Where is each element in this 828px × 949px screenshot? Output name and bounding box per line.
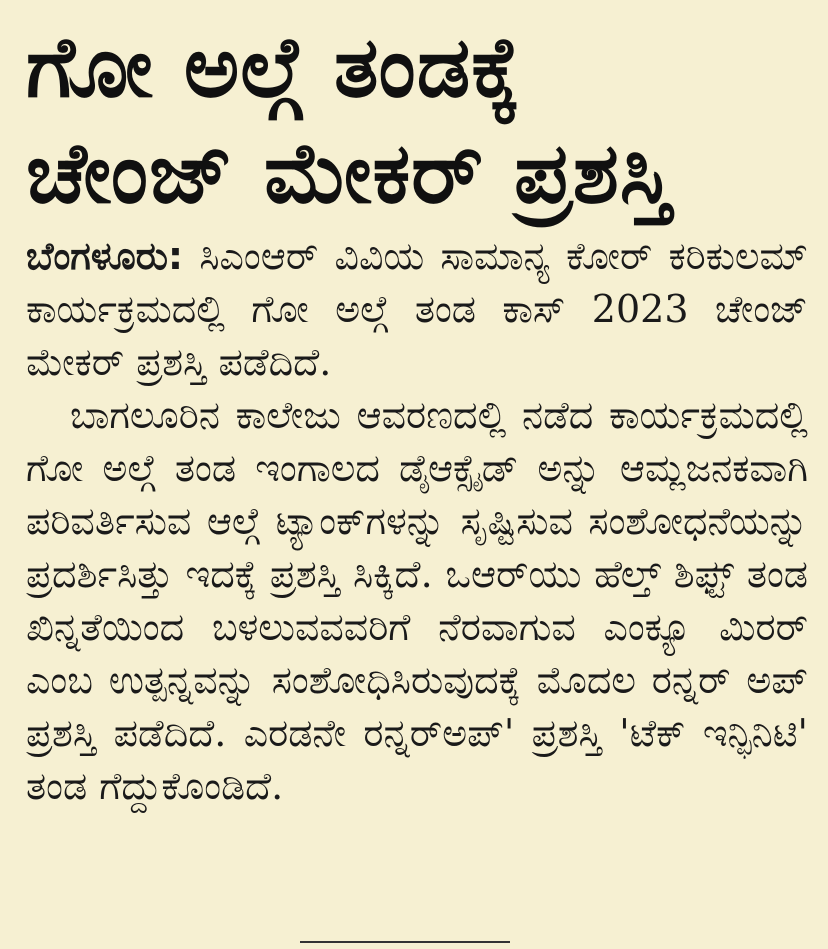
paragraph-2: ಬಾಗಲೂರಿನ ಕಾಲೇಜು ಆವರಣದಲ್ಲಿ ನಡೆದ ಕಾರ್ಯಕ್ರಮದಲ್ಲಿ ಗೋ ಅಲ್ಗೆ ತಂಡ ಇಂಗಾಲದ ಡೈಆಕ್ಸೈಡ್ ಅನ್ನು ಆಮ್ಲಜನಕವಾಗಿ ಪರಿವರ್ತಿಸುವ ಆಲ್ಗೆ ಟ್ಯಾಂಕ್‌ಗಳನ್ನು ಸೃಷ್ಟಿಸುವ ಸಂಶೋಧನೆಯನ್ನು ಪ್ರದರ್ಶಿಸಿತ್ತು ಇದಕ್ಕೆ ಪ್ರಶಸ್ತಿ ಸಿಕ್ಕಿದೆ. ಒಆರ್‌ಯು ಹೆಲ್ತ್ ಶಿಫ್ಟ್ ತಂಡ ಖಿನ್ನತೆಯಿಂದ ಬಳಲುವವವರಿಗೆ ನೆರವಾಗುವ ಎಂಕ್ಯೂ ಮಿರರ್ ಎಂಬ ಉತ್ಪನ್ನವನ್ನು ಸಂಶೋಧಿಸಿರುವುದಕ್ಕೆ ಮೊದಲ ರನ್ನರ್ ಅಪ್ ಪ್ರಶಸ್ತಿ ಪಡೆದಿದೆ. ಎರಡನೇ ರನ್ನರ್‌ಅಪ್' ಪ್ರಶಸ್ತಿ 'ಟೆಕ್ ಇನ್ಫಿನಿಟಿ' ತಂಡ ಗೆದ್ದುಕೊಂಡಿದೆ. [26,393,808,808]
headline [26,14,808,226]
paragraph-1-text: ಸಿಎಂಆರ್ ವಿವಿಯ ಸಾಮಾನ್ಯ ಕೋರ್ ಕರಿಕುಲಮ್ ಕಾರ್ಯಕ್ರಮದಲ್ಲಿ ಗೋ ಅಲ್ಗೆ ತಂಡ ಕಾಸ್ 2023 ಚೇಂಜ್ ಮೇಕರ್ ಪ್ರಶಸ್ತಿ ಪಡೆದಿದೆ. [26,234,808,384]
dateline: ಬೆಂಗಳೂರು: [26,234,184,278]
article-body [26,230,808,813]
paragraph-1 [26,230,808,389]
bottom-divider [300,941,510,949]
headline-line-2: ಚೇಂಜ್ ಮೇಕರ್ ಪ್ರಶಸ್ತಿ [26,124,673,222]
headline-line-1: ಗೋ ಅಲ್ಗೆ ತಂಡಕ್ಕೆ [26,18,522,116]
